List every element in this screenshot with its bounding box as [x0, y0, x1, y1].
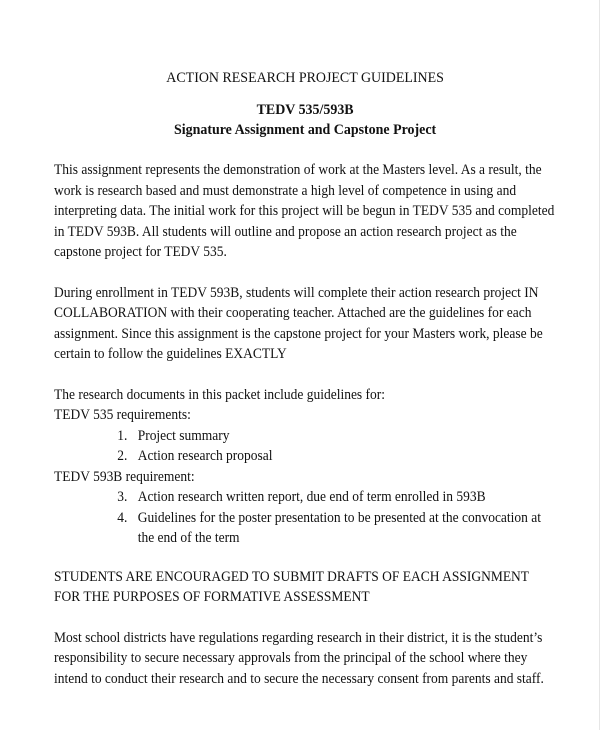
list-item-text: Project summary: [137, 427, 230, 444]
document-content: [54, 68, 556, 689]
list-item-number: 4.: [117, 509, 128, 526]
document-subtitle: Signature Assignment and Capstone Project: [173, 122, 437, 138]
approval-paragraph: Most school districts have regulations regarding research in their district, it is the student’s responsibility to secure necessary approvals from the principal of the school where they intend to conduct their research and to secure the necessary consent from parents and staff.: [54, 629, 544, 687]
spacer: [54, 140, 556, 160]
spacer: [54, 549, 556, 567]
list-item-text: Action research written report, due end of term enrolled in 593B: [137, 489, 486, 505]
tedv593b-heading: TEDV 593B requirement:: [54, 468, 195, 485]
tedv593b-requirements-list: [54, 487, 556, 549]
list-item-text: Guidelines for the poster presentation to be presented at the convocation at the end of the term: [137, 509, 542, 546]
spacer: [54, 263, 556, 283]
document-title: ACTION RESEARCH PROJECT GUIDELINES: [166, 70, 444, 86]
list-item-number: 3.: [117, 489, 128, 505]
list-item: [54, 508, 556, 549]
tedv535-requirements-list: [54, 426, 556, 467]
list-item-number: 1.: [117, 427, 128, 444]
enrollment-paragraph: During enrollment in TEDV 593B, students will complete their action research project IN COLLABORATION with their cooperating teacher. Attached are the guidelines for each assignment. Since this assignment is the capstone project for your Masters work, please be certain to follow the guidelines EXACTLY: [54, 284, 543, 362]
intro-paragraph: This assignment represents the demonstration of work at the Masters level. As a result, the work is research based and must demonstrate a high level of competence in using and interpreting data. The initial work for this project will be begun in TEDV 535 and completed in TEDV 593B. All students will outline and propose an action research project as the capstone project for TEDV 535.: [54, 162, 555, 260]
list-item-text: Action research proposal: [137, 448, 273, 464]
tedv535-heading: TEDV 535 requirements:: [54, 407, 191, 423]
list-item: [54, 487, 556, 508]
spacer: [54, 608, 556, 628]
spacer: [54, 365, 556, 385]
list-item: [54, 426, 556, 447]
course-code: TEDV 535/593B: [256, 102, 354, 118]
list-item: [54, 446, 556, 467]
encouragement-notice: STUDENTS ARE ENCOURAGED TO SUBMIT DRAFTS OF EACH ASSIGNMENT FOR THE PURPOSES OF FORMATIVE ASSESSMENT: [54, 568, 529, 605]
list-item-number: 2.: [117, 448, 128, 464]
packet-intro: The research documents in this packet include guidelines for:: [54, 386, 386, 403]
